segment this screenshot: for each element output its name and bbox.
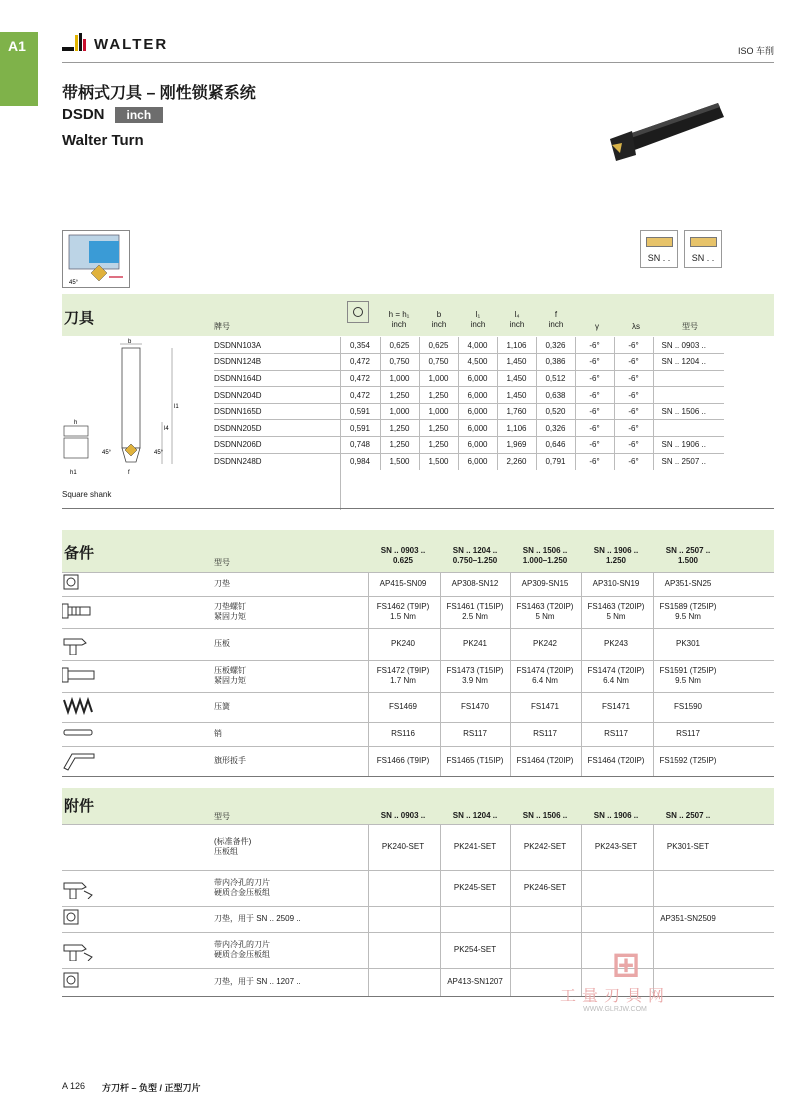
spares-row-line bbox=[62, 660, 774, 661]
spares-value-cell: AP309-SN15 bbox=[521, 578, 569, 588]
spares-row-label: 刀垫 bbox=[214, 578, 230, 588]
tool-value-cell: 1,000 bbox=[380, 403, 419, 420]
tool-value-cell: SN .. 0903 .. bbox=[653, 337, 724, 354]
insert-label: SN . . bbox=[691, 253, 715, 263]
spares-row-label: 销 bbox=[214, 728, 222, 738]
shim-screw-icon bbox=[62, 601, 96, 628]
tool-value-cell: 4,000 bbox=[458, 337, 497, 354]
spares-col-range: 0.750–1.250 bbox=[452, 555, 498, 565]
spares-value-cell: FS1590 bbox=[673, 701, 703, 711]
accessories-row-line bbox=[62, 932, 774, 933]
watermark-logo-icon: ⊞ bbox=[611, 946, 641, 984]
tool-value-cell: 0,591 bbox=[340, 420, 380, 437]
walter-logo bbox=[62, 33, 168, 55]
tool-value-cell bbox=[653, 370, 724, 387]
svg-text:l1: l1 bbox=[174, 404, 179, 410]
col-l1: l₁ inch bbox=[470, 310, 486, 329]
tool-row bbox=[214, 403, 724, 420]
page-number: A 126 bbox=[62, 1081, 86, 1091]
tool-value-cell: 0,472 bbox=[340, 354, 380, 371]
tool-value-cell: -6° bbox=[575, 420, 614, 437]
insert-icons bbox=[640, 230, 722, 268]
spares-type-label: 型号 bbox=[214, 558, 230, 567]
tool-value-cell: 0,472 bbox=[340, 370, 380, 387]
spares-value-cell: AP351-SN25 bbox=[664, 578, 712, 588]
accessories-col-divider bbox=[653, 870, 654, 906]
tool-grade-cell: DSDNN103A bbox=[214, 340, 262, 350]
accessories-value-cell: PK254-SET bbox=[453, 944, 497, 954]
spares-col-size: SN .. 1204 .. bbox=[452, 546, 498, 555]
spares-value-cell: PK241 bbox=[462, 638, 488, 648]
accessories-type-label: 型号 bbox=[214, 812, 230, 821]
spares-col-header bbox=[653, 546, 723, 565]
spares-col-header bbox=[581, 546, 651, 565]
tool-value-cell: 6,000 bbox=[458, 437, 497, 454]
accessories-col-divider bbox=[368, 870, 369, 906]
tools-table bbox=[214, 337, 724, 470]
tool-grade-cell: DSDNN165D bbox=[214, 403, 340, 420]
svg-text:h1: h1 bbox=[70, 470, 77, 476]
spares-row-line bbox=[62, 746, 774, 747]
spares-value-cell: RS117 bbox=[676, 728, 700, 738]
tool-value-cell: -6° bbox=[614, 453, 653, 470]
accessories-col-divider bbox=[368, 906, 369, 932]
tool-value-cell: 0,512 bbox=[536, 370, 575, 387]
spares-col-header bbox=[510, 546, 580, 565]
tool-holder-image bbox=[606, 95, 726, 175]
tool-value-cell: 6,000 bbox=[458, 403, 497, 420]
insert-shape-icon bbox=[690, 237, 717, 247]
tool-value-cell: 0,386 bbox=[536, 354, 575, 371]
tool-value-cell: SN .. 1506 .. bbox=[653, 403, 724, 420]
accessories-col-divider bbox=[368, 968, 369, 996]
turning-diagram-icon bbox=[63, 231, 129, 287]
spares-row-label: 刀垫螺钉 紧固力矩 bbox=[214, 601, 246, 621]
tool-value-cell: 0,354 bbox=[340, 337, 380, 354]
spares-value-cell: FS1474 (T20IP) 6.4 Nm bbox=[587, 665, 645, 685]
svg-text:l4: l4 bbox=[164, 426, 169, 432]
spares-col-range: 1.250 bbox=[605, 555, 627, 565]
spares-value-cell: PK242 bbox=[532, 638, 558, 648]
spares-col-size: SN .. 1506 .. bbox=[522, 546, 568, 555]
tools-title: 刀具 bbox=[64, 310, 95, 327]
tool-value-cell: 1,000 bbox=[419, 370, 458, 387]
spares-row-line bbox=[62, 722, 774, 723]
spares-value-cell: AP308-SN12 bbox=[451, 578, 499, 588]
tool-value-cell: 0,520 bbox=[536, 403, 575, 420]
spares-value-cell: PK240 bbox=[390, 638, 416, 648]
spares-value-cell: PK243 bbox=[603, 638, 629, 648]
accessories-col-header: SN .. 1204 .. bbox=[452, 811, 498, 820]
tool-row bbox=[214, 420, 724, 437]
accessories-col-header: SN .. 0903 .. bbox=[380, 811, 426, 820]
spares-value-cell: FS1465 (T15IP) bbox=[446, 755, 504, 765]
col-b: b inch bbox=[431, 310, 447, 329]
spares-value-cell: FS1463 (T20IP) 5 Nm bbox=[516, 601, 574, 621]
spares-value-cell: FS1474 (T20IP) 6.4 Nm bbox=[516, 665, 574, 685]
tool-value-cell: 1,250 bbox=[380, 420, 419, 437]
tool-value-cell: 0,750 bbox=[419, 354, 458, 371]
tool-value-cell: SN .. 1204 .. bbox=[653, 354, 724, 371]
tool-row bbox=[214, 354, 724, 371]
tool-value-cell: -6° bbox=[575, 437, 614, 454]
tool-grade-cell: DSDNN248D bbox=[214, 453, 340, 470]
accessories-value-cell: PK245-SET bbox=[453, 882, 497, 892]
category-label: ISO 车削 bbox=[737, 46, 774, 56]
accessories-row-label: 刀垫，用于 SN .. 2509 .. bbox=[214, 913, 301, 923]
spares-value-cell: FS1591 (T25IP) 9.5 Nm bbox=[659, 665, 717, 685]
tool-value-cell: 0,326 bbox=[536, 420, 575, 437]
tool-value-cell: 1,250 bbox=[419, 420, 458, 437]
accessories-col-header: SN .. 1906 .. bbox=[593, 811, 639, 820]
spares-value-cell: FS1470 bbox=[460, 701, 490, 711]
spares-value-cell: FS1462 (T9IP) 1.5 Nm bbox=[376, 601, 430, 621]
tool-value-cell: 1,250 bbox=[419, 387, 458, 404]
accessories-row-label: (标准备件) 压板组 bbox=[214, 836, 252, 856]
col-grade: 牌号 bbox=[214, 322, 230, 331]
spares-value-cell: FS1469 bbox=[388, 701, 418, 711]
spares-col-range: 1.500 bbox=[677, 555, 699, 565]
spares-col-size: SN .. 0903 .. bbox=[380, 546, 426, 555]
tool-value-cell: -6° bbox=[575, 453, 614, 470]
spares-bottom-line bbox=[62, 776, 774, 777]
clamp-screw-icon bbox=[62, 665, 96, 692]
accessories-value-cell: PK241-SET bbox=[453, 841, 497, 851]
shim-icon bbox=[62, 908, 96, 935]
watermark-url: WWW.GLRJW.COM bbox=[583, 1006, 647, 1013]
svg-text:45°: 45° bbox=[69, 280, 79, 286]
tool-value-cell: 6,000 bbox=[458, 370, 497, 387]
coolant-clamp-icon bbox=[62, 939, 96, 966]
tool-value-cell: 1,250 bbox=[380, 437, 419, 454]
header-divider bbox=[62, 62, 774, 63]
spares-value-cell: FS1589 (T25IP) 9.5 Nm bbox=[659, 601, 717, 621]
logo-text: WALTER bbox=[94, 35, 169, 53]
brand-title: Walter Turn bbox=[62, 132, 144, 149]
tool-grade-cell: DSDNN204D bbox=[214, 387, 340, 404]
svg-text:f: f bbox=[128, 470, 130, 476]
accessories-value-cell: PK246-SET bbox=[523, 882, 567, 892]
tool-value-cell: 0,750 bbox=[380, 354, 419, 371]
tool-value-cell: -6° bbox=[614, 337, 653, 354]
accessories-value-cell: PK243-SET bbox=[594, 841, 638, 851]
svg-text:b: b bbox=[128, 339, 132, 345]
tool-grade-cell: DSDNN206D bbox=[214, 437, 340, 454]
spares-value-cell: FS1464 (T20IP) bbox=[587, 755, 645, 765]
tools-divider bbox=[340, 470, 341, 510]
tool-value-cell: 0,984 bbox=[340, 453, 380, 470]
tool-row bbox=[214, 453, 724, 470]
col-h: h = h₁ inch bbox=[388, 310, 410, 329]
tool-value-cell: 1,000 bbox=[419, 403, 458, 420]
tool-value-cell: -6° bbox=[614, 437, 653, 454]
tool-value-cell: 1,450 bbox=[497, 354, 536, 371]
spares-col-size: SN .. 1906 .. bbox=[593, 546, 639, 555]
spares-row-label: 压板螺钉 紧固力矩 bbox=[214, 665, 246, 685]
watermark bbox=[560, 945, 670, 1013]
tool-grade-cell: DSDNN124B bbox=[214, 354, 340, 371]
spares-value-cell: AP415-SN09 bbox=[379, 578, 427, 588]
col-type: 型号 bbox=[682, 322, 698, 331]
spares-value-cell: RS117 bbox=[604, 728, 628, 738]
spares-value-cell: RS117 bbox=[463, 728, 487, 738]
accessories-col-divider bbox=[581, 906, 582, 932]
svg-text:45°: 45° bbox=[102, 450, 112, 456]
spares-value-cell: FS1473 (T15IP) 3.9 Nm bbox=[446, 665, 504, 685]
process-icon bbox=[62, 230, 130, 288]
tool-row bbox=[214, 370, 724, 387]
tool-row bbox=[214, 437, 724, 454]
tool-value-cell bbox=[653, 387, 724, 404]
spares-row-label: 旗形扳手 bbox=[214, 755, 246, 765]
accessories-col-divider bbox=[510, 932, 511, 968]
accessories-value-cell: PK301-SET bbox=[666, 841, 710, 851]
accessories-row-line bbox=[62, 906, 774, 907]
tool-value-cell: 0,625 bbox=[419, 337, 458, 354]
spares-value-cell: FS1592 (T25IP) bbox=[659, 755, 717, 765]
accessories-col-divider bbox=[510, 968, 511, 996]
tool-value-cell: 1,250 bbox=[380, 387, 419, 404]
spares-col-range: 1.000–1.250 bbox=[522, 555, 568, 565]
tool-value-cell: SN .. 2507 .. bbox=[653, 453, 724, 470]
tool-value-cell: -6° bbox=[614, 403, 653, 420]
tool-code bbox=[62, 106, 163, 123]
spares-value-cell: RS116 bbox=[391, 728, 415, 738]
page-title: 带柄式刀具 – 刚性锁紧系统 bbox=[62, 85, 256, 102]
walter-logo-icon bbox=[62, 33, 92, 55]
coolant-clamp-icon bbox=[62, 877, 96, 904]
watermark-text: 工量刃具网 bbox=[560, 988, 671, 1005]
col-f: f inch bbox=[548, 310, 564, 329]
tool-value-cell: 2,260 bbox=[497, 453, 536, 470]
accessories-col-divider bbox=[368, 932, 369, 968]
svg-text:h: h bbox=[74, 420, 78, 426]
tool-value-cell: 1,760 bbox=[497, 403, 536, 420]
spares-col-header bbox=[440, 546, 510, 565]
wrench-icon bbox=[62, 750, 96, 777]
accessories-row-label: 带内冷孔的刀片 硬质合金压板组 bbox=[214, 939, 270, 959]
spares-value-cell: RS117 bbox=[533, 728, 557, 738]
spares-col-header bbox=[368, 546, 438, 565]
tool-value-cell: -6° bbox=[614, 420, 653, 437]
tool-grade-cell: DSDNN164D bbox=[214, 370, 340, 387]
tool-value-cell: 1,250 bbox=[419, 437, 458, 454]
tool-value-cell: -6° bbox=[614, 370, 653, 387]
spares-row-line bbox=[62, 572, 774, 573]
footer-title: 方刀杆 – 负型 / 正型刀片 bbox=[102, 1083, 201, 1093]
tool-value-cell: 1,450 bbox=[497, 370, 536, 387]
spares-value-cell: FS1461 (T15IP) 2.5 Nm bbox=[446, 601, 504, 621]
spares-title: 备件 bbox=[64, 545, 95, 562]
accessories-value-cell: PK242-SET bbox=[523, 841, 567, 851]
tool-value-cell: 0,625 bbox=[380, 337, 419, 354]
accessories-row-line bbox=[62, 824, 774, 825]
tools-bottom-line bbox=[62, 508, 774, 509]
spares-value-cell: FS1466 (T9IP) bbox=[376, 755, 430, 765]
accessories-row-label: 刀垫，用于 SN .. 1207 .. bbox=[214, 976, 301, 986]
tool-grade-cell: DSDNN205D bbox=[214, 420, 340, 437]
accessories-col-divider bbox=[581, 870, 582, 906]
spares-value-cell: FS1471 bbox=[601, 701, 631, 711]
tool-value-cell: 0,591 bbox=[340, 403, 380, 420]
tool-value-cell: 1,500 bbox=[380, 453, 419, 470]
tool-code-text: DSDN bbox=[62, 106, 105, 123]
tool-value-cell: -6° bbox=[575, 403, 614, 420]
tool-value-cell: 0,791 bbox=[536, 453, 575, 470]
clamp-icon bbox=[62, 633, 96, 660]
accessories-value-cell: PK240-SET bbox=[381, 841, 425, 851]
accessories-value-cell: AP413-SN1207 bbox=[447, 976, 503, 986]
insert-label: SN . . bbox=[647, 253, 671, 263]
section-tab: A1 bbox=[0, 32, 38, 106]
tool-value-cell: 6,000 bbox=[458, 387, 497, 404]
spring-icon bbox=[62, 696, 96, 723]
spares-row-line bbox=[62, 692, 774, 693]
spares-value-cell: FS1472 (T9IP) 1.7 Nm bbox=[376, 665, 430, 685]
tool-value-cell: 1,106 bbox=[497, 337, 536, 354]
shank-label: Square shank bbox=[62, 490, 112, 499]
tool-value-cell: 1,450 bbox=[497, 387, 536, 404]
accessories-col-divider bbox=[440, 906, 441, 932]
tool-value-cell: 6,000 bbox=[458, 453, 497, 470]
tool-value-cell: 0,326 bbox=[536, 337, 575, 354]
tool-value-cell: 0,638 bbox=[536, 387, 575, 404]
spares-value-cell: AP310-SN19 bbox=[592, 578, 640, 588]
spares-value-cell: PK301 bbox=[675, 638, 701, 648]
tool-value-cell: -6° bbox=[614, 354, 653, 371]
insert-square-icon bbox=[347, 301, 369, 323]
accessories-col-header: SN .. 2507 .. bbox=[665, 811, 711, 820]
accessories-value-cell: AP351-SN2509 bbox=[660, 913, 716, 923]
tool-value-cell: -6° bbox=[614, 387, 653, 404]
spares-value-cell: FS1464 (T20IP) bbox=[516, 755, 574, 765]
svg-text:45°: 45° bbox=[154, 450, 164, 456]
accessories-col-header: SN .. 1506 .. bbox=[522, 811, 568, 820]
shim-icon bbox=[62, 971, 96, 998]
accessories-row-line bbox=[62, 870, 774, 871]
accessories-col-divider bbox=[510, 906, 511, 932]
col-lambda: λs bbox=[632, 322, 640, 331]
tool-value-cell: -6° bbox=[575, 370, 614, 387]
spares-row-line bbox=[62, 628, 774, 629]
spares-col-range: 0.625 bbox=[392, 555, 414, 565]
tool-value-cell: 1,969 bbox=[497, 437, 536, 454]
spares-row-line bbox=[62, 596, 774, 597]
spares-row-label: 压板 bbox=[214, 638, 230, 648]
tool-value-cell: 6,000 bbox=[458, 420, 497, 437]
tool-value-cell: 1,106 bbox=[497, 420, 536, 437]
tool-dimension-drawing bbox=[62, 338, 202, 488]
tool-row bbox=[214, 387, 724, 404]
col-l4: l₄ inch bbox=[509, 310, 525, 329]
tool-value-cell: -6° bbox=[575, 354, 614, 371]
tool-value-cell: 0,472 bbox=[340, 387, 380, 404]
tool-value-cell: 4,500 bbox=[458, 354, 497, 371]
tool-value-cell bbox=[653, 420, 724, 437]
tool-value-cell: 1,500 bbox=[419, 453, 458, 470]
tool-row bbox=[214, 337, 724, 354]
tool-value-cell: 1,000 bbox=[380, 370, 419, 387]
insert-icon-1 bbox=[640, 230, 678, 268]
tool-value-cell: 0,646 bbox=[536, 437, 575, 454]
tool-value-cell: -6° bbox=[575, 387, 614, 404]
tool-value-cell: 0,748 bbox=[340, 437, 380, 454]
spares-row-label: 压簧 bbox=[214, 701, 230, 711]
accessories-row-label: 带内冷孔的刀片 硬质合金压板组 bbox=[214, 877, 270, 897]
accessories-title: 附件 bbox=[64, 798, 95, 815]
col-gamma: γ bbox=[595, 322, 599, 331]
unit-badge: inch bbox=[115, 107, 164, 123]
spares-value-cell: FS1471 bbox=[530, 701, 560, 711]
tool-value-cell: SN .. 1906 .. bbox=[653, 437, 724, 454]
spares-col-size: SN .. 2507 .. bbox=[665, 546, 711, 555]
tool-value-cell: -6° bbox=[575, 337, 614, 354]
insert-icon-2 bbox=[684, 230, 722, 268]
insert-shape-icon bbox=[646, 237, 673, 247]
spares-value-cell: FS1463 (T20IP) 5 Nm bbox=[587, 601, 645, 621]
